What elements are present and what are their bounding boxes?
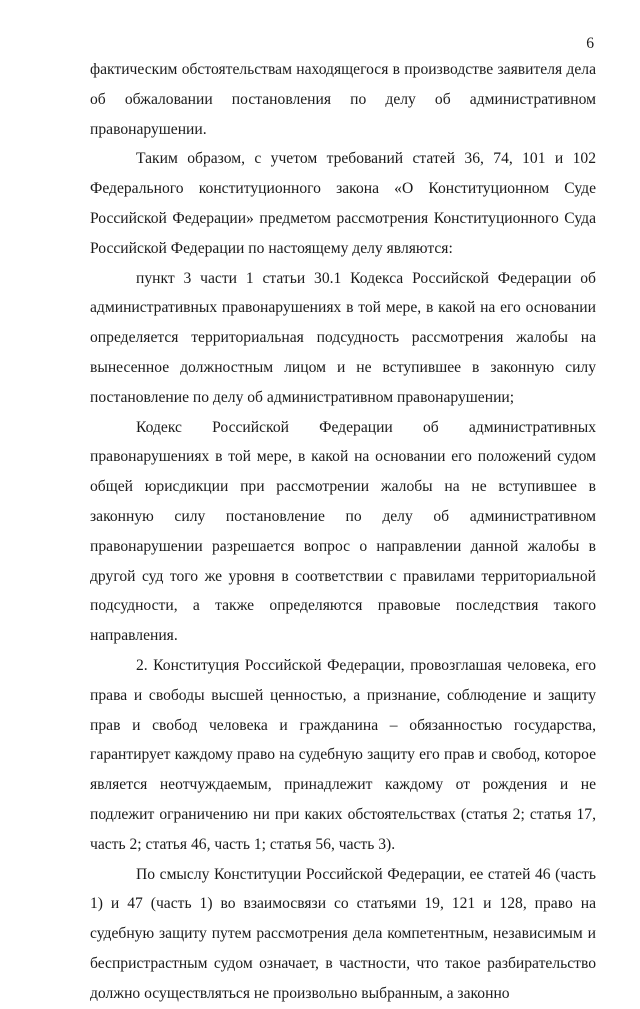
document-body: [90, 55, 596, 1009]
page-number: 6: [586, 35, 594, 52]
paragraph-continuation: фактическим обстоятельствам находящегося в производстве заявителя дела об обжаловании постановления по делу об административном правонарушении.: [90, 61, 596, 138]
paragraph-section-2-constitution: 2. Конституция Российской Федерации, провозглашая человека, его права и свободы высшей ценностью, а признание, соблюдение и защиту прав и свобод человека и гражданина – обязанностью государства, гарантирует каждому право на судебную защиту его прав и свобод, которое является неотчуждаемым, принадлежит каждому от рождения и не подлежит ограничению ни при каких обстоятельствах (статья 2; статья 17, часть 2; статья 46, часть 1; статья 56, часть 3).: [90, 656, 596, 853]
paragraph-subject-of-review: Таким образом, с учетом требований статей 36, 74, 101 и 102 Федерального конституционного закона «О Конституционном Суде Российской Федерации» предметом рассмотрения Конституционного Суда Российской Федерации по настоящему делу являются:: [90, 150, 596, 257]
paragraph-constitution-meaning: По смыслу Конституции Российской Федерации, ее статей 46 (часть 1) и 47 (часть 1) во взаимосвязи со статьями 19, 121 и 128, право на судебную защиту путем рассмотрения дела компетентным, независимым и беспристрастным судом означает, в частности, что такое разбирательство должно осуществляться не произвольно выбранным, а законно: [90, 865, 596, 1002]
paragraph-article-30-1: пункт 3 части 1 статьи 30.1 Кодекса Российской Федерации об административных правонарушениях в той мере, в какой на его основании определяется территориальная подсудность рассмотрения жалобы на вынесенное должностным лицом и не вступившее в законную силу постановление по делу об административном правонарушении;: [90, 269, 596, 406]
paragraph-code-provisions: Кодекс Российской Федерации об административных правонарушениях в той мере, в какой на основании его положений судом общей юрисдикции при рассмотрении жалобы на не вступившее в законную силу постановление по делу об административном правонарушении разрешается вопрос о направлении данной жалобы в другой суд того же уровня в соответствии с правилами территориальной подсудности, а также определяются правовые последствия такого направления.: [90, 418, 596, 645]
